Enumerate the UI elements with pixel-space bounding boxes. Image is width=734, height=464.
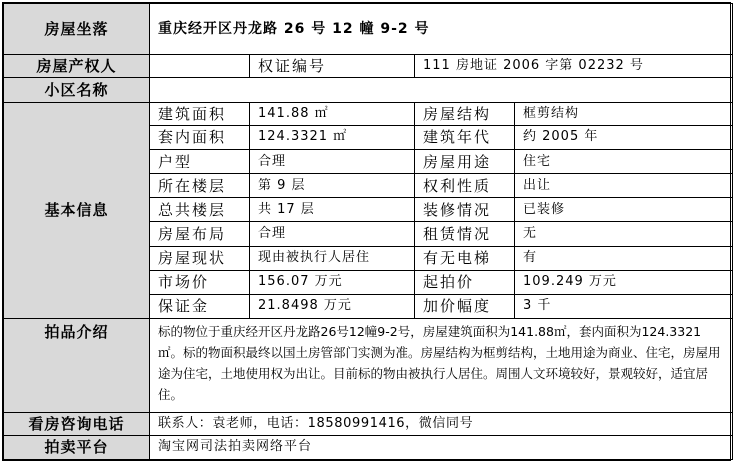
address-value: 重庆经开区丹龙路 26 号 12 幢 9-2 号 bbox=[150, 4, 733, 55]
platform-label: 拍卖平台 bbox=[4, 435, 150, 459]
info-value: 住宅 bbox=[515, 149, 733, 173]
cert-label: 权证编号 bbox=[250, 55, 415, 78]
contact-value: 联系人：袁老师，电话：18580991416，微信同号 bbox=[150, 412, 733, 435]
platform-row bbox=[4, 435, 733, 459]
community-label: 小区名称 bbox=[4, 78, 150, 102]
intro-text: 标的物位于重庆经开区丹龙路26号12幢9-2号，房屋建筑面积为141.88㎡，套内面积为124.3321㎡。标的物面积最终以国土房管部门实测为准。房屋结构为框剪结构，土地用途为商业、住宅，房屋用途为住宅，土地使用权为出让。目前标的物由被执行人居住。周围人文环境较好，景观较好，适宜居住。 bbox=[150, 319, 733, 413]
basic-info-row bbox=[4, 102, 733, 125]
info-value: 共 17 层 bbox=[250, 198, 415, 222]
info-label: 有无电梯 bbox=[415, 246, 515, 270]
info-value: 现由被执行人居住 bbox=[250, 246, 415, 270]
info-value: 已装修 bbox=[515, 198, 733, 222]
info-label: 建筑面积 bbox=[150, 102, 250, 125]
cert-value: 111 房地证 2006 字第 02232 号 bbox=[415, 55, 733, 78]
info-label: 加价幅度 bbox=[415, 294, 515, 318]
platform-value: 淘宝网司法拍卖网络平台 bbox=[150, 435, 733, 459]
owner-value bbox=[150, 55, 250, 78]
info-label: 保证金 bbox=[150, 294, 250, 318]
community-value bbox=[150, 78, 733, 102]
info-value: 156.07 万元 bbox=[250, 270, 415, 294]
info-label: 权利性质 bbox=[415, 174, 515, 198]
intro-row bbox=[4, 319, 733, 413]
info-value: 有 bbox=[515, 246, 733, 270]
info-value: 合理 bbox=[250, 149, 415, 173]
info-label: 总共楼层 bbox=[150, 198, 250, 222]
info-label: 市场价 bbox=[150, 270, 250, 294]
info-value: 合理 bbox=[250, 222, 415, 246]
owner-row bbox=[4, 55, 733, 78]
info-value: 框剪结构 bbox=[515, 102, 733, 125]
info-value: 出让 bbox=[515, 174, 733, 198]
info-label: 房屋结构 bbox=[415, 102, 515, 125]
info-label: 起拍价 bbox=[415, 270, 515, 294]
address-label: 房屋坐落 bbox=[4, 4, 150, 55]
basic-info-label: 基本信息 bbox=[4, 102, 150, 318]
info-value: 109.249 万元 bbox=[515, 270, 733, 294]
info-label: 房屋用途 bbox=[415, 149, 515, 173]
intro-label: 拍品介绍 bbox=[4, 319, 150, 413]
contact-row bbox=[4, 412, 733, 435]
info-label: 装修情况 bbox=[415, 198, 515, 222]
info-label: 房屋布局 bbox=[150, 222, 250, 246]
info-label: 套内面积 bbox=[150, 125, 250, 149]
info-label: 租赁情况 bbox=[415, 222, 515, 246]
info-value: 第 9 层 bbox=[250, 174, 415, 198]
owner-label: 房屋产权人 bbox=[4, 55, 150, 78]
info-value: 21.8498 万元 bbox=[250, 294, 415, 318]
property-info-sheet bbox=[2, 2, 731, 461]
info-label: 所在楼层 bbox=[150, 174, 250, 198]
address-row bbox=[4, 4, 733, 55]
info-label: 建筑年代 bbox=[415, 125, 515, 149]
info-value: 约 2005 年 bbox=[515, 125, 733, 149]
info-label: 房屋现状 bbox=[150, 246, 250, 270]
info-value: 124.3321 ㎡ bbox=[250, 125, 415, 149]
info-value: 无 bbox=[515, 222, 733, 246]
info-value: 3 千 bbox=[515, 294, 733, 318]
community-row bbox=[4, 78, 733, 102]
contact-label: 看房咨询电话 bbox=[4, 412, 150, 435]
info-value: 141.88 ㎡ bbox=[250, 102, 415, 125]
info-label: 户型 bbox=[150, 149, 250, 173]
property-info-table bbox=[3, 3, 733, 460]
